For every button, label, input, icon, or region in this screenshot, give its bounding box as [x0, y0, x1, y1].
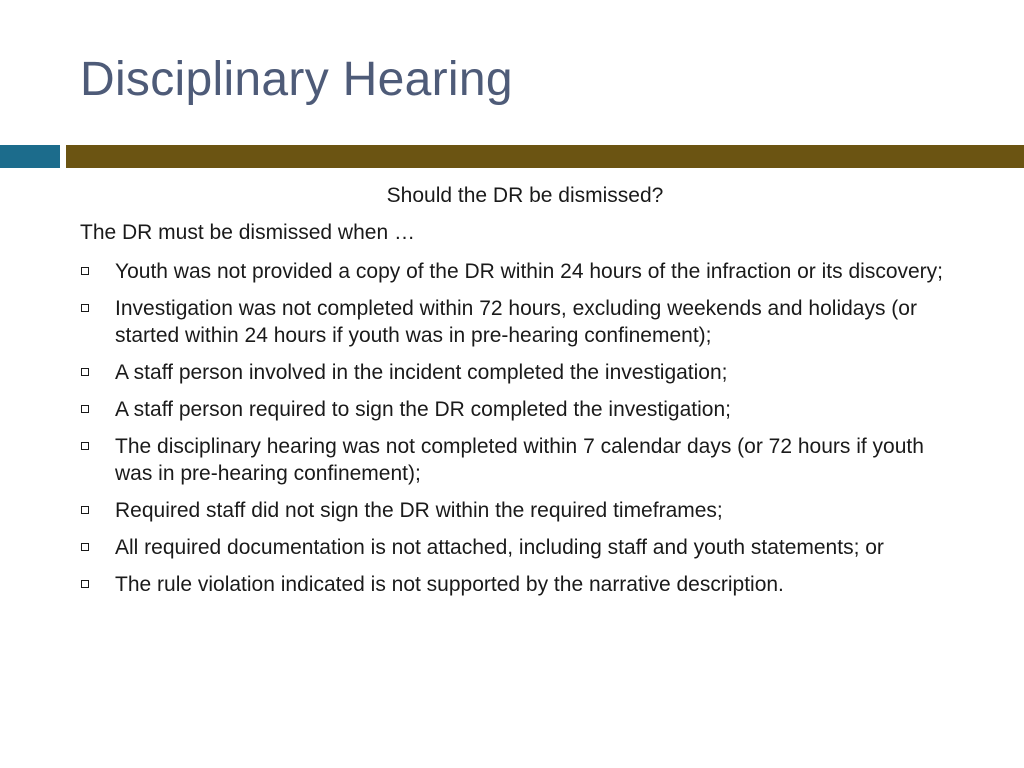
- bullet-item: [80, 497, 950, 524]
- bullet-text: A staff person involved in the incident completed the investigation;: [115, 361, 728, 384]
- hollow-square-bullet-icon: [81, 368, 89, 376]
- bullet-list: [80, 258, 950, 608]
- hollow-square-bullet-icon: [81, 267, 89, 275]
- bullet-text: Required staff did not sign the DR within the required timeframes;: [115, 499, 723, 522]
- hollow-square-bullet-icon: [81, 442, 89, 450]
- hollow-square-bullet-icon: [81, 304, 89, 312]
- bullet-text: The rule violation indicated is not supported by the narrative description.: [115, 573, 784, 596]
- bullet-item: [80, 295, 950, 349]
- bullet-text: A staff person required to sign the DR completed the investigation;: [115, 398, 731, 421]
- bullet-item: [80, 258, 950, 285]
- intro-text: The DR must be dismissed when …: [80, 221, 415, 244]
- bullet-text: Youth was not provided a copy of the DR within 24 hours of the infraction or its discovery;: [115, 260, 944, 283]
- slide-title: Disciplinary Hearing: [80, 53, 513, 106]
- bullet-item: [80, 359, 950, 386]
- bullet-item: [80, 571, 950, 598]
- slide-subtitle: Should the DR be dismissed?: [386, 184, 664, 207]
- hollow-square-bullet-icon: [81, 506, 89, 514]
- hollow-square-bullet-icon: [81, 405, 89, 413]
- hollow-square-bullet-icon: [81, 580, 89, 588]
- hollow-square-bullet-icon: [81, 543, 89, 551]
- bullet-text: The disciplinary hearing was not completed within 7 calendar days (or 72 hours if youth was in pre-hearing confinement);: [115, 435, 924, 485]
- bullet-text: All required documentation is not attached, including staff and youth statements; or: [115, 536, 884, 559]
- accent-bar-right: [66, 145, 1024, 168]
- bullet-item: [80, 534, 950, 561]
- accent-bar-left: [0, 145, 60, 168]
- bullet-item: [80, 433, 950, 487]
- bullet-item: [80, 396, 950, 423]
- bullet-text: Investigation was not completed within 72 hours, excluding weekends and holidays (or started within 24 hours if youth was in pre-hearing confinement);: [115, 297, 917, 347]
